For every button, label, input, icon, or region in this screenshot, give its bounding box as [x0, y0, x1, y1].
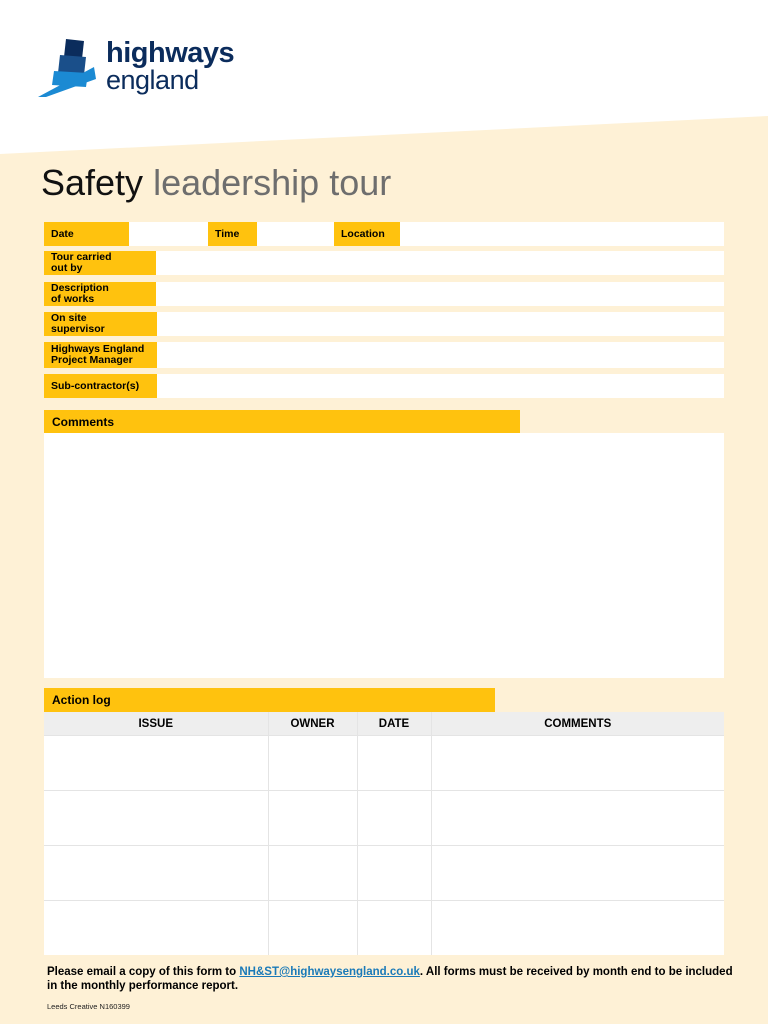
time-input[interactable] — [257, 222, 334, 246]
time-label: Time — [208, 222, 257, 246]
sub-contractors-label: Sub-contractor(s) — [44, 374, 157, 398]
comments-cell[interactable] — [431, 791, 724, 846]
sub-contractors-input[interactable] — [157, 374, 724, 398]
action-log-header-row — [44, 712, 724, 736]
page-title — [41, 162, 392, 203]
tour-carried-out-by-input[interactable] — [156, 251, 724, 275]
project-manager-label: Highways England Project Manager — [44, 342, 157, 368]
tour-carried-out-by-label: Tour carried out by — [44, 251, 156, 275]
footer-instructions — [47, 965, 737, 993]
description-of-works-label: Description of works — [44, 282, 156, 306]
owner-cell[interactable] — [268, 901, 357, 956]
on-site-supervisor-input[interactable] — [157, 312, 724, 336]
issue-cell[interactable] — [44, 736, 268, 791]
action-log-heading: Action log — [44, 688, 495, 712]
date-cell[interactable] — [357, 736, 431, 791]
location-label: Location — [334, 222, 400, 246]
date-cell[interactable] — [357, 791, 431, 846]
on-site-supervisor-label: On site supervisor — [44, 312, 157, 336]
column-header-comments: COMMENTS — [431, 712, 724, 736]
table-row — [44, 736, 724, 791]
issue-cell[interactable] — [44, 791, 268, 846]
owner-cell[interactable] — [268, 791, 357, 846]
footer-text-after: . All forms must be received by month end to be included in the monthly performance report. — [47, 966, 733, 992]
comments-cell[interactable] — [431, 846, 724, 901]
column-header-owner: OWNER — [268, 712, 357, 736]
issue-cell[interactable] — [44, 846, 268, 901]
table-row — [44, 791, 724, 846]
column-header-issue: ISSUE — [44, 712, 268, 736]
highways-england-logo — [38, 37, 258, 99]
footer-text-before: Please email a copy of this form to — [47, 966, 240, 978]
project-manager-input[interactable] — [157, 342, 724, 368]
owner-cell[interactable] — [268, 736, 357, 791]
location-input[interactable] — [400, 222, 724, 246]
table-row — [44, 901, 724, 956]
issue-cell[interactable] — [44, 901, 268, 956]
date-input[interactable] — [129, 222, 208, 246]
logo-mark-icon — [38, 37, 100, 99]
description-of-works-input[interactable] — [156, 282, 724, 306]
comments-textarea[interactable] — [44, 433, 724, 678]
date-cell[interactable] — [357, 846, 431, 901]
comments-heading: Comments — [44, 410, 520, 433]
title-part-safety: Safety — [41, 162, 144, 203]
owner-cell[interactable] — [268, 846, 357, 901]
comments-cell[interactable] — [431, 901, 724, 956]
email-link[interactable]: NH&ST@highwaysengland.co.uk — [239, 966, 420, 978]
date-label: Date — [44, 222, 129, 246]
title-part-rest: leadership tour — [153, 162, 392, 203]
credit-line: Leeds Creative N160399 — [47, 1002, 130, 1011]
logo-word-england: england — [106, 65, 199, 95]
date-cell[interactable] — [357, 901, 431, 956]
action-log-table — [44, 712, 724, 955]
comments-cell[interactable] — [431, 736, 724, 791]
logo-word-highways: highways — [106, 37, 235, 69]
column-header-date: DATE — [357, 712, 431, 736]
table-row — [44, 846, 724, 901]
